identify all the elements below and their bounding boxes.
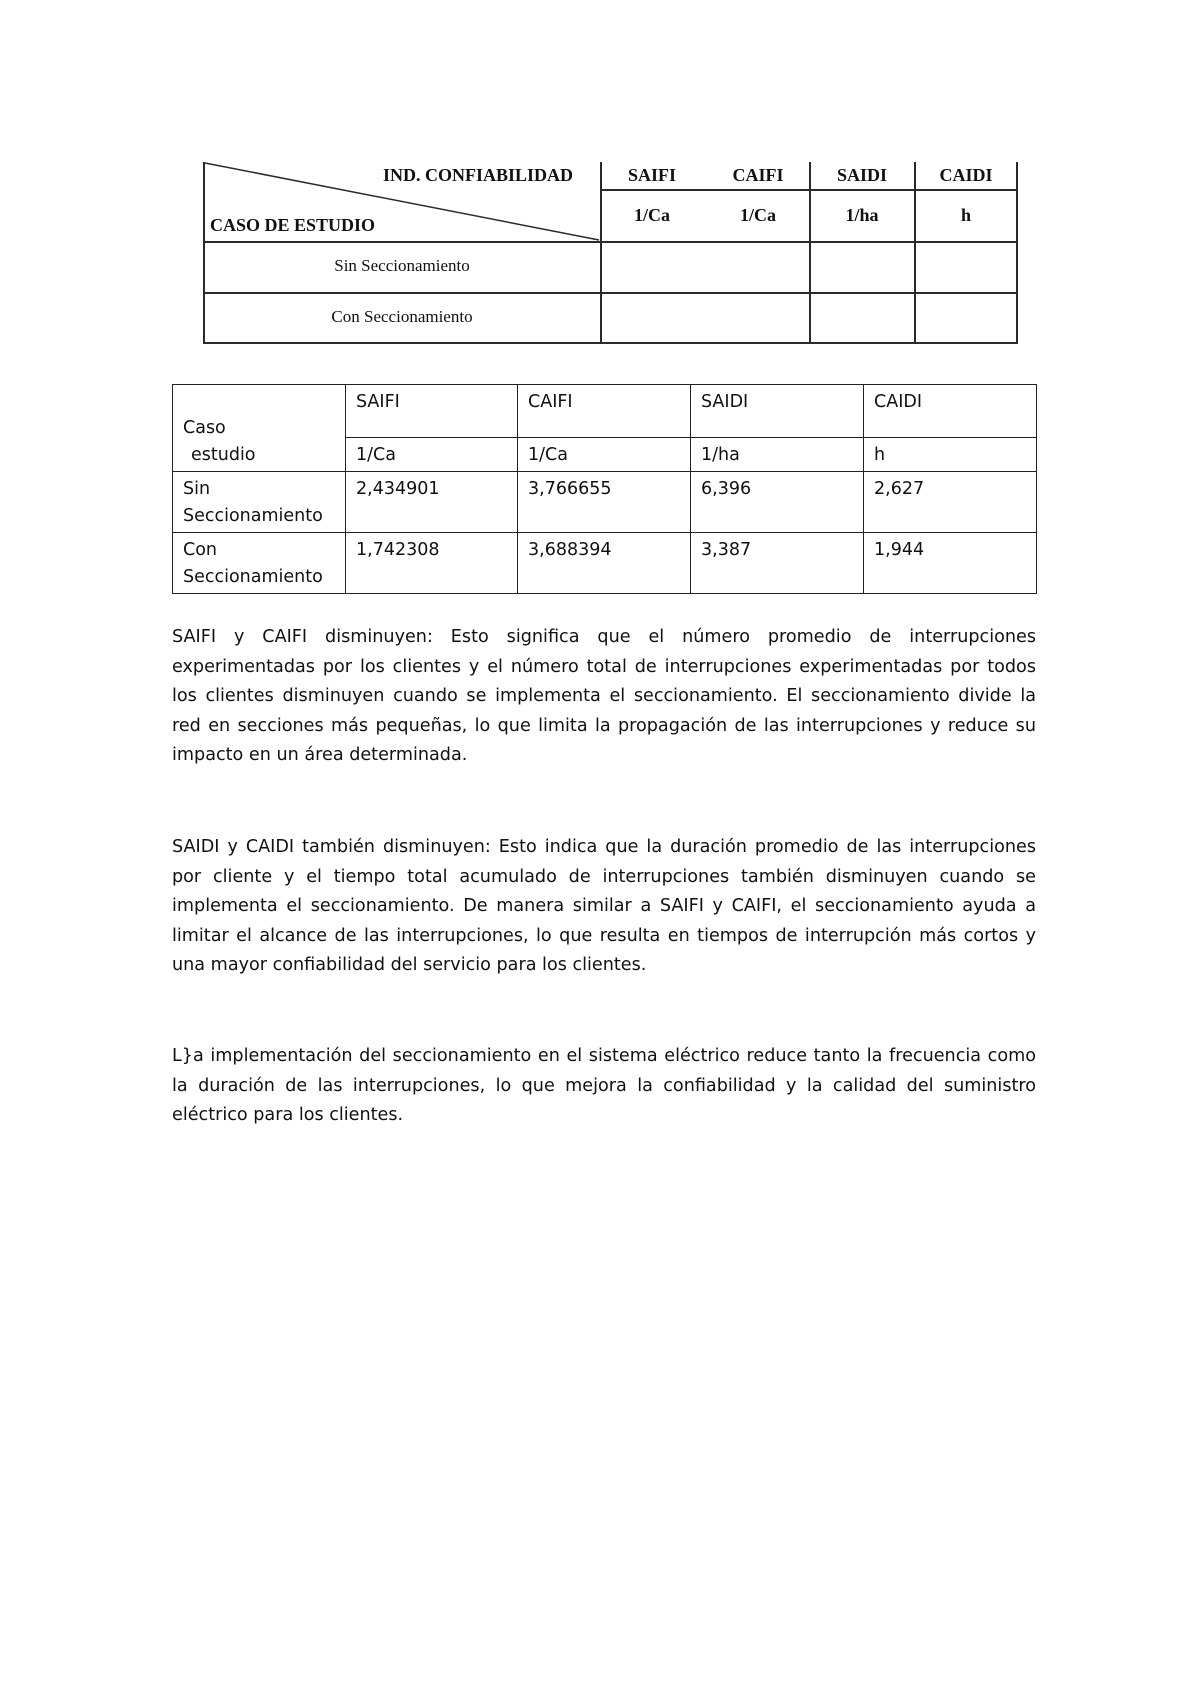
reliability-results-table [172,384,1037,594]
header-saidi: SAIDI [836,165,888,185]
header-caidi: CAIDI [864,385,1037,438]
table-border-left [203,162,205,344]
value-saifi: 2,434901 [346,472,518,533]
column-divider [600,162,602,344]
row-divider [203,241,1018,243]
unit-saifi: 1/Ca [346,438,518,472]
row-label-sin: Sin Seccionamiento [334,256,470,275]
unit-caidi: h [960,205,972,225]
corner-label-case: CASO DE ESTUDIO [210,215,376,235]
row-label-line1: Sin [183,479,211,499]
row-label-cell [173,472,346,533]
paragraph-conclusion: L}a implementación del seccionamiento en el sistema eléctrico reduce tanto la frecuencia como la duración de las interrupciones, lo que mejora la confiabilidad y la calidad del suministro eléctrico para los clientes. [172,1046,1036,1125]
corner-label-line2: estudio [191,445,256,465]
corner-label-line1: Caso [183,418,226,438]
corner-label-indicators: IND. CONFIABILIDAD [383,165,574,185]
row-label-con: Con Seccionamiento [331,307,473,326]
table-row [173,533,1037,594]
paragraph-saifi-caifi: SAIFI y CAIFI disminuyen: Esto significa que el número promedio de interrupciones experimentadas por los clientes y el número total de interrupciones experimentadas por todos los clientes disminuyen cuando se implementa el seccionamiento. El seccionamiento divide la red en secciones más pequeñas, lo que limita la propagación de las interrupciones y reduce su impacto en un área determinada. [172,627,1036,765]
header-saifi: SAIFI [346,385,518,438]
unit-saidi: 1/ha [845,205,879,225]
row-divider [203,342,1018,344]
value-caifi: 3,766655 [518,472,691,533]
unit-caifi: 1/Ca [518,438,691,472]
header-caidi: CAIDI [939,165,993,185]
header-saifi: SAIFI [627,165,677,185]
row-label-line2: Seccionamiento [183,567,323,587]
header-caifi: CAIFI [732,165,784,185]
unit-caidi: h [864,438,1037,472]
column-divider [914,162,916,344]
header-caifi: CAIFI [518,385,691,438]
value-saifi: 1,742308 [346,533,518,594]
row-label-cell [173,533,346,594]
value-caidi: 1,944 [864,533,1037,594]
unit-caifi: 1/Ca [740,205,776,225]
unit-saidi: 1/ha [691,438,864,472]
paragraph-saidi-caidi: SAIDI y CAIDI también disminuyen: Esto indica que la duración promedio de las interrupciones por cliente y el tiempo total acumulado de interrupciones también disminuyen cuando se implementa el seccionamiento. De manera similar a SAIFI y CAIFI, el seccionamiento ayuda a limitar el alcance de las interrupciones, lo que resulta en tiempos de interrupción más cortos y una mayor confiabilidad del servicio para los clientes. [172,837,1036,975]
value-saidi: 6,396 [691,472,864,533]
value-saidi: 3,387 [691,533,864,594]
table-row [173,385,1037,438]
row-label-line1: Con [183,540,218,560]
value-caifi: 3,688394 [518,533,691,594]
reliability-template-table [203,162,1018,344]
unit-saifi: 1/Ca [634,205,670,225]
table-border-right [1016,162,1018,344]
column-divider [809,162,811,344]
header-saidi: SAIDI [691,385,864,438]
table-row [173,472,1037,533]
row-divider [203,292,1018,294]
row-label-line2: Seccionamiento [183,506,323,526]
corner-cell [173,385,346,472]
value-caidi: 2,627 [864,472,1037,533]
